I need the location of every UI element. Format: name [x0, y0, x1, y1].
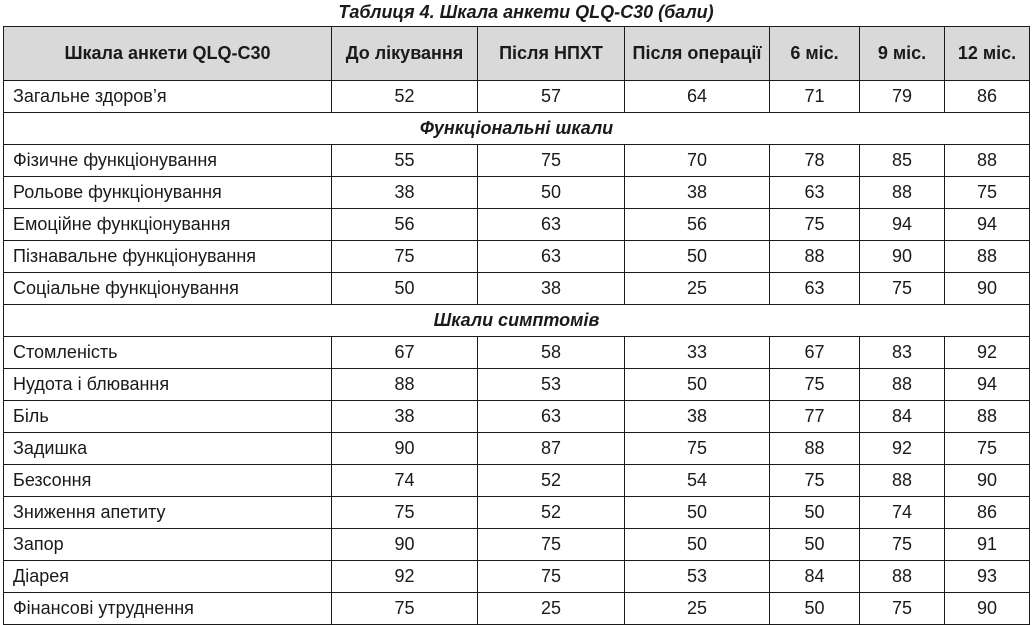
section-title: Функціональні шкали	[4, 113, 1030, 145]
row-label: Нудота і блювання	[4, 369, 332, 401]
score-cell: 74	[332, 465, 478, 497]
score-cell: 50	[332, 273, 478, 305]
table-row	[4, 241, 1030, 273]
score-cell: 38	[625, 177, 770, 209]
column-header: 12 міс.	[945, 27, 1030, 81]
section-title: Шкали симптомів	[4, 305, 1030, 337]
row-label: Безсоння	[4, 465, 332, 497]
score-cell: 57	[478, 81, 625, 113]
score-cell: 90	[860, 241, 945, 273]
section-row	[4, 305, 1030, 337]
column-header: Шкала анкети QLQ-C30	[4, 27, 332, 81]
table-row	[4, 369, 1030, 401]
score-cell: 58	[478, 337, 625, 369]
score-cell: 38	[625, 401, 770, 433]
column-header: 6 міс.	[770, 27, 860, 81]
score-cell: 86	[945, 497, 1030, 529]
score-cell: 33	[625, 337, 770, 369]
score-cell: 87	[478, 433, 625, 465]
score-cell: 90	[332, 529, 478, 561]
score-cell: 90	[945, 273, 1030, 305]
score-cell: 53	[625, 561, 770, 593]
score-cell: 75	[945, 433, 1030, 465]
row-label: Емоційне функціонування	[4, 209, 332, 241]
score-cell: 75	[770, 369, 860, 401]
row-label: Фізичне функціонування	[4, 145, 332, 177]
table-row	[4, 497, 1030, 529]
row-label: Задишка	[4, 433, 332, 465]
column-header: До лікування	[332, 27, 478, 81]
section-row	[4, 113, 1030, 145]
table-row	[4, 177, 1030, 209]
row-label: Фінансові утруднення	[4, 593, 332, 625]
score-cell: 92	[860, 433, 945, 465]
score-cell: 63	[770, 273, 860, 305]
table-row	[4, 433, 1030, 465]
score-cell: 91	[945, 529, 1030, 561]
table-body	[4, 81, 1030, 625]
score-cell: 94	[945, 369, 1030, 401]
score-cell: 38	[332, 177, 478, 209]
column-header: Після НПХТ	[478, 27, 625, 81]
score-cell: 78	[770, 145, 860, 177]
score-cell: 63	[478, 241, 625, 273]
score-cell: 74	[860, 497, 945, 529]
row-label: Діарея	[4, 561, 332, 593]
score-cell: 88	[770, 241, 860, 273]
score-cell: 75	[625, 433, 770, 465]
table-row	[4, 81, 1030, 113]
score-cell: 75	[860, 273, 945, 305]
score-cell: 94	[860, 209, 945, 241]
row-label: Стомленість	[4, 337, 332, 369]
score-cell: 75	[770, 465, 860, 497]
score-cell: 94	[945, 209, 1030, 241]
table-row	[4, 593, 1030, 625]
score-cell: 38	[478, 273, 625, 305]
score-cell: 25	[478, 593, 625, 625]
score-cell: 88	[860, 177, 945, 209]
row-label: Соціальне функціонування	[4, 273, 332, 305]
score-cell: 84	[860, 401, 945, 433]
score-cell: 53	[478, 369, 625, 401]
score-cell: 83	[860, 337, 945, 369]
row-label: Рольове функціонування	[4, 177, 332, 209]
score-cell: 52	[332, 81, 478, 113]
score-cell: 25	[625, 593, 770, 625]
score-cell: 88	[332, 369, 478, 401]
row-label: Загальне здоров’я	[4, 81, 332, 113]
score-cell: 56	[625, 209, 770, 241]
score-cell: 38	[332, 401, 478, 433]
table-row	[4, 465, 1030, 497]
score-cell: 88	[860, 369, 945, 401]
table-row	[4, 401, 1030, 433]
score-cell: 63	[770, 177, 860, 209]
score-cell: 88	[860, 465, 945, 497]
table-row	[4, 529, 1030, 561]
row-label: Зниження апетиту	[4, 497, 332, 529]
header-row	[4, 27, 1030, 81]
score-cell: 75	[945, 177, 1030, 209]
score-cell: 50	[625, 497, 770, 529]
row-label: Пізнавальне функціонування	[4, 241, 332, 273]
score-cell: 50	[625, 241, 770, 273]
score-cell: 86	[945, 81, 1030, 113]
score-cell: 75	[332, 593, 478, 625]
score-cell: 92	[945, 337, 1030, 369]
score-cell: 75	[332, 241, 478, 273]
score-cell: 88	[945, 401, 1030, 433]
table-row	[4, 561, 1030, 593]
score-cell: 90	[332, 433, 478, 465]
score-cell: 88	[860, 561, 945, 593]
score-cell: 70	[625, 145, 770, 177]
score-cell: 75	[860, 593, 945, 625]
score-cell: 75	[478, 145, 625, 177]
score-cell: 50	[625, 369, 770, 401]
score-cell: 84	[770, 561, 860, 593]
score-cell: 54	[625, 465, 770, 497]
score-cell: 52	[478, 497, 625, 529]
table-row	[4, 337, 1030, 369]
score-cell: 25	[625, 273, 770, 305]
score-cell: 90	[945, 593, 1030, 625]
score-cell: 50	[770, 593, 860, 625]
table-caption: Таблиця 4. Шкала анкети QLQ-C30 (бали)	[338, 2, 714, 22]
table-row	[4, 209, 1030, 241]
row-label: Біль	[4, 401, 332, 433]
table-row	[4, 145, 1030, 177]
score-cell: 63	[478, 401, 625, 433]
score-cell: 85	[860, 145, 945, 177]
score-cell: 50	[625, 529, 770, 561]
qlq-c30-table	[3, 26, 1030, 625]
score-cell: 71	[770, 81, 860, 113]
score-cell: 92	[332, 561, 478, 593]
score-cell: 50	[770, 497, 860, 529]
score-cell: 50	[478, 177, 625, 209]
score-cell: 79	[860, 81, 945, 113]
table-row	[4, 273, 1030, 305]
score-cell: 93	[945, 561, 1030, 593]
score-cell: 56	[332, 209, 478, 241]
score-cell: 77	[770, 401, 860, 433]
score-cell: 64	[625, 81, 770, 113]
score-cell: 75	[860, 529, 945, 561]
score-cell: 75	[478, 529, 625, 561]
score-cell: 63	[478, 209, 625, 241]
score-cell: 67	[770, 337, 860, 369]
score-cell: 50	[770, 529, 860, 561]
score-cell: 75	[332, 497, 478, 529]
column-header: 9 міс.	[860, 27, 945, 81]
column-header: Після операції	[625, 27, 770, 81]
score-cell: 90	[945, 465, 1030, 497]
row-label: Запор	[4, 529, 332, 561]
score-cell: 55	[332, 145, 478, 177]
score-cell: 75	[770, 209, 860, 241]
score-cell: 52	[478, 465, 625, 497]
score-cell: 88	[945, 241, 1030, 273]
score-cell: 88	[770, 433, 860, 465]
score-cell: 75	[478, 561, 625, 593]
score-cell: 88	[945, 145, 1030, 177]
score-cell: 67	[332, 337, 478, 369]
